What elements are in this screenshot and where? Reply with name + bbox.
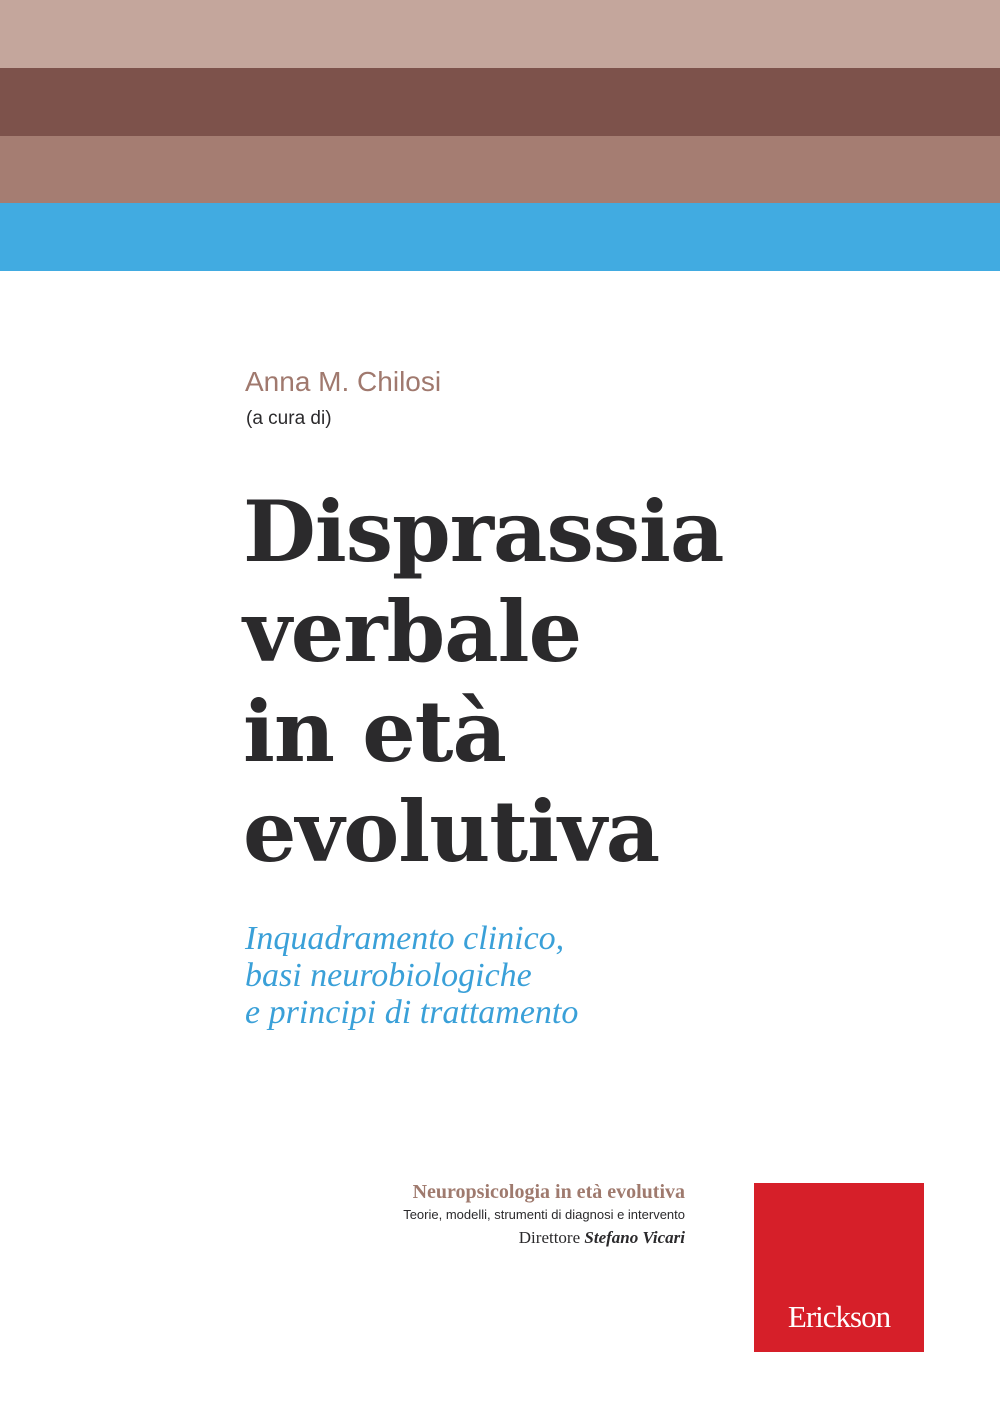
title-line: Disprassia [243,482,724,581]
author-name: Anna M. Chilosi [245,366,442,397]
publisher-logo [754,1183,924,1352]
book-title [243,482,723,882]
series-director [225,1226,685,1250]
book-subtitle [245,920,578,1031]
top-stripe-blue [0,203,1000,271]
publisher-name: Erickson [787,1299,891,1334]
director-name: Stefano Vicari [584,1228,685,1247]
title-line: evolutiva [243,782,660,881]
subtitle-line: Inquadramento clinico, [245,920,565,957]
top-stripe-light-brown [0,0,1000,68]
director-label: Direttore [518,1228,581,1247]
series-name: Neuropsicologia in età evolutiva [412,1181,685,1203]
series-info [225,1180,685,1250]
editor-note: (a cura di) [246,408,332,429]
top-stripe-dark-brown [0,68,1000,136]
subtitle-line: e principi di trattamento [245,994,579,1031]
title-line: in età [243,682,506,781]
subtitle-line: basi neurobiologiche [245,957,532,994]
top-stripe-medium-brown [0,136,1000,204]
title-line: verbale [243,582,582,681]
series-description: Teorie, modelli, strumenti di diagnosi e intervento [403,1207,685,1222]
